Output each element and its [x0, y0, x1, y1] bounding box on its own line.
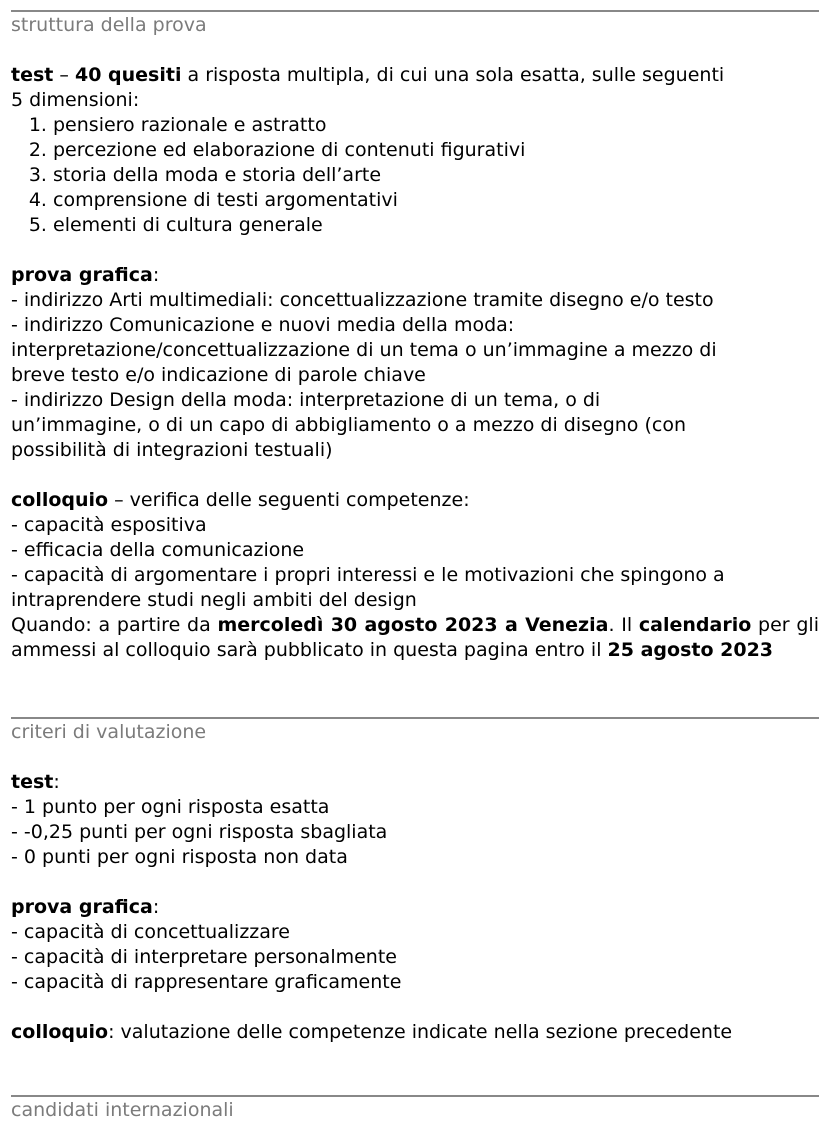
text-line: - capacità espositiva [11, 514, 207, 536]
text-line: interpretazione/concettualizzazione di un tema o un’immagine a mezzo di [11, 339, 717, 361]
prova-grafica-label: prova grafica [11, 264, 153, 286]
text-line: - capacità di rappresentare graficamente [11, 971, 402, 993]
test-label: test [11, 771, 54, 793]
test-paragraph [11, 63, 819, 238]
quando-rest: per gli ammessi al colloquio sarà pubblicato in questa pagina entro il [11, 614, 819, 661]
section-title: candidati internazionali [11, 1099, 234, 1121]
test-count: 40 quesiti [74, 64, 182, 86]
dimensions-list [11, 113, 819, 238]
list-item: 4. comprensione di testi argomentativi [53, 188, 819, 213]
criteri-test-paragraph [11, 770, 819, 870]
calendario-label: calendario [638, 614, 752, 636]
section-header-criteri [11, 717, 819, 745]
text-line: - capacità di concettualizzare [11, 921, 290, 943]
text-line: - 0 punti per ogni risposta non data [11, 846, 348, 868]
text-line: - indirizzo Arti multimediali: concettualizzazione tramite disegno e/o testo [11, 289, 714, 311]
text-line: - indirizzo Design della moda: interpretazione di un tema, o di [11, 389, 601, 411]
colloquio-paragraph [11, 488, 819, 663]
text-line: possibilità di integrazioni testuali) [11, 439, 333, 461]
deadline-date: 25 agosto 2023 [607, 639, 774, 661]
text-line: - indirizzo Comunicazione e nuovi media della moda: [11, 314, 515, 336]
section-header-struttura [11, 10, 819, 38]
text-line: - efficacia della comunicazione [11, 539, 305, 561]
section-header-next [11, 1095, 819, 1121]
test-dash: – [53, 64, 75, 86]
criteri-colloquio-paragraph [11, 1020, 819, 1045]
text-line: - 1 punto per ogni risposta esatta [11, 796, 330, 818]
text-line: - -0,25 punti per ogni risposta sbagliata [11, 821, 388, 843]
section-title: struttura della prova [11, 14, 207, 36]
list-item: 5. elementi di cultura generale [53, 213, 819, 238]
colloquio-text: : valutazione delle competenze indicate nella sezione precedente [108, 1021, 733, 1043]
list-item: 3. storia della moda e storia dell’arte [53, 163, 819, 188]
page-content [11, 0, 819, 1121]
colon: : [53, 771, 60, 793]
test-text-line2: 5 dimensioni: [11, 89, 140, 111]
quando-date: mercoledì 30 agosto 2023 a Venezia [217, 614, 609, 636]
section-title: criteri di valutazione [11, 721, 207, 743]
colon: : [152, 896, 160, 918]
list-item: 2. percezione ed elaborazione di contenuti figurativi [53, 138, 819, 163]
test-text-line1: a risposta multipla, di cui una sola esatta, sulle seguenti [181, 64, 725, 86]
colon: : [152, 264, 160, 286]
text-line: - capacità di interpretare personalmente [11, 946, 397, 968]
criteri-prova-grafica-paragraph [11, 895, 819, 995]
prova-grafica-paragraph [11, 263, 819, 463]
quando-paragraph [11, 613, 819, 663]
text-line: breve testo e/o indicazione di parole chiave [11, 364, 426, 386]
quando-mid: . Il [608, 614, 639, 636]
colloquio-label: colloquio [11, 1021, 109, 1043]
colloquio-intro: – verifica delle seguenti competenze: [108, 489, 470, 511]
text-line: un’immagine, o di un capo di abbigliamento o a mezzo di disegno (con [11, 414, 686, 436]
test-label: test [11, 64, 54, 86]
list-item: 1. pensiero razionale e astratto [53, 113, 819, 138]
text-line: intraprendere studi negli ambiti del design [11, 589, 417, 611]
colloquio-label: colloquio [11, 489, 109, 511]
text-line: - capacità di argomentare i propri interessi e le motivazioni che spingono a [11, 564, 725, 586]
prova-grafica-label: prova grafica [11, 896, 153, 918]
quando-prefix: Quando: a partire da [11, 614, 218, 636]
